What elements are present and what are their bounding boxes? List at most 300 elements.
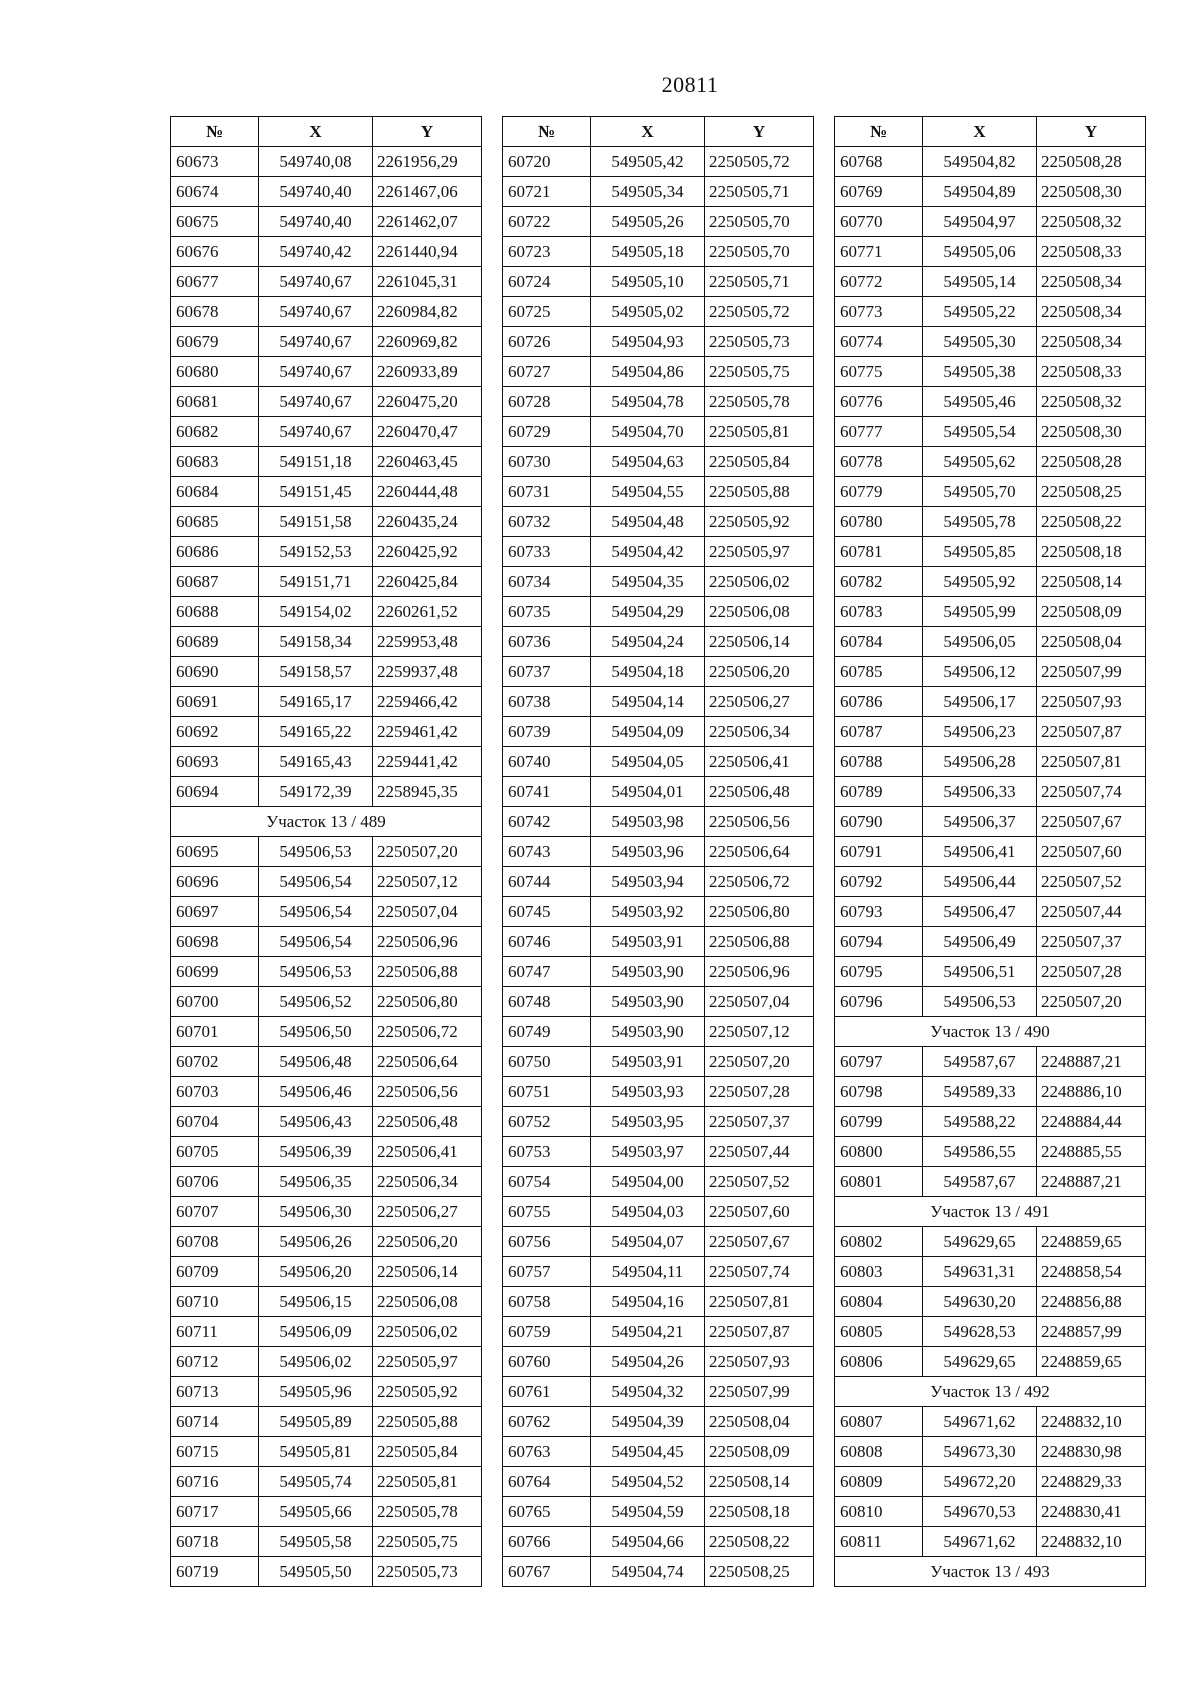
table-row bbox=[835, 207, 1146, 237]
table-row bbox=[171, 1317, 482, 1347]
table-row bbox=[503, 717, 814, 747]
y-coordinate-cell: 2260470,47 bbox=[373, 417, 482, 447]
x-coordinate-cell: 549586,55 bbox=[923, 1137, 1037, 1167]
table-row bbox=[171, 1137, 482, 1167]
x-coordinate-cell: 549504,55 bbox=[591, 477, 705, 507]
point-number-cell: 60795 bbox=[835, 957, 923, 987]
point-number-cell: 60783 bbox=[835, 597, 923, 627]
table-row bbox=[835, 477, 1146, 507]
x-coordinate-cell: 549505,89 bbox=[259, 1407, 373, 1437]
table-row bbox=[503, 1347, 814, 1377]
y-coordinate-cell: 2250506,02 bbox=[705, 567, 814, 597]
x-coordinate-cell: 549740,67 bbox=[259, 267, 373, 297]
x-coordinate-cell: 549504,52 bbox=[591, 1467, 705, 1497]
point-number-cell: 60748 bbox=[503, 987, 591, 1017]
table-row bbox=[835, 387, 1146, 417]
x-coordinate-cell: 549629,65 bbox=[923, 1227, 1037, 1257]
y-coordinate-cell: 2250506,80 bbox=[705, 897, 814, 927]
table-row bbox=[835, 747, 1146, 777]
section-row bbox=[835, 1557, 1146, 1587]
x-coordinate-cell: 549506,48 bbox=[259, 1047, 373, 1077]
point-number-cell: 60782 bbox=[835, 567, 923, 597]
y-coordinate-cell: 2250505,71 bbox=[705, 177, 814, 207]
point-number-cell: 60756 bbox=[503, 1227, 591, 1257]
page-number: 20811 bbox=[661, 72, 719, 97]
y-coordinate-cell: 2250506,41 bbox=[373, 1137, 482, 1167]
y-coordinate-cell: 2250508,04 bbox=[1037, 627, 1146, 657]
y-coordinate-cell: 2259937,48 bbox=[373, 657, 482, 687]
table-row bbox=[835, 867, 1146, 897]
table-row bbox=[503, 927, 814, 957]
point-number-cell: 60786 bbox=[835, 687, 923, 717]
section-label: Участок 13 / 489 bbox=[171, 807, 482, 837]
x-coordinate-cell: 549151,45 bbox=[259, 477, 373, 507]
y-coordinate-cell: 2250506,41 bbox=[705, 747, 814, 777]
y-coordinate-cell: 2248830,41 bbox=[1037, 1497, 1146, 1527]
y-coordinate-cell: 2259461,42 bbox=[373, 717, 482, 747]
table-row bbox=[171, 657, 482, 687]
y-coordinate-cell: 2260969,82 bbox=[373, 327, 482, 357]
point-number-cell: 60779 bbox=[835, 477, 923, 507]
point-number-cell: 60799 bbox=[835, 1107, 923, 1137]
point-number-cell: 60784 bbox=[835, 627, 923, 657]
table-row bbox=[835, 837, 1146, 867]
point-number-cell: 60802 bbox=[835, 1227, 923, 1257]
x-coordinate-cell: 549629,65 bbox=[923, 1347, 1037, 1377]
point-number-cell: 60794 bbox=[835, 927, 923, 957]
y-coordinate-cell: 2250508,14 bbox=[1037, 567, 1146, 597]
header-x: X bbox=[259, 117, 373, 147]
x-coordinate-cell: 549505,99 bbox=[923, 597, 1037, 627]
y-coordinate-cell: 2250505,81 bbox=[373, 1467, 482, 1497]
table-row bbox=[171, 1107, 482, 1137]
table-row bbox=[503, 507, 814, 537]
y-coordinate-cell: 2250506,88 bbox=[373, 957, 482, 987]
x-coordinate-cell: 549165,17 bbox=[259, 687, 373, 717]
y-coordinate-cell: 2250506,14 bbox=[705, 627, 814, 657]
table-row bbox=[835, 147, 1146, 177]
y-coordinate-cell: 2250508,09 bbox=[1037, 597, 1146, 627]
point-number-cell: 60692 bbox=[171, 717, 259, 747]
table-row bbox=[503, 417, 814, 447]
x-coordinate-cell: 549506,53 bbox=[259, 957, 373, 987]
point-number-cell: 60675 bbox=[171, 207, 259, 237]
point-number-cell: 60788 bbox=[835, 747, 923, 777]
table-row bbox=[503, 1467, 814, 1497]
x-coordinate-cell: 549504,89 bbox=[923, 177, 1037, 207]
y-coordinate-cell: 2250507,87 bbox=[1037, 717, 1146, 747]
y-coordinate-cell: 2250508,18 bbox=[1037, 537, 1146, 567]
point-number-cell: 60793 bbox=[835, 897, 923, 927]
point-number-cell: 60689 bbox=[171, 627, 259, 657]
x-coordinate-cell: 549506,54 bbox=[259, 927, 373, 957]
point-number-cell: 60804 bbox=[835, 1287, 923, 1317]
y-coordinate-cell: 2250505,97 bbox=[373, 1347, 482, 1377]
x-coordinate-cell: 549505,78 bbox=[923, 507, 1037, 537]
table-row bbox=[503, 147, 814, 177]
table-row bbox=[171, 267, 482, 297]
table-row bbox=[171, 567, 482, 597]
x-coordinate-cell: 549504,78 bbox=[591, 387, 705, 417]
point-number-cell: 60688 bbox=[171, 597, 259, 627]
point-number-cell: 60807 bbox=[835, 1407, 923, 1437]
y-coordinate-cell: 2260475,20 bbox=[373, 387, 482, 417]
point-number-cell: 60715 bbox=[171, 1437, 259, 1467]
table-row bbox=[835, 687, 1146, 717]
y-coordinate-cell: 2248832,10 bbox=[1037, 1527, 1146, 1557]
table-row bbox=[171, 597, 482, 627]
x-coordinate-cell: 549630,20 bbox=[923, 1287, 1037, 1317]
table-row bbox=[503, 1137, 814, 1167]
x-coordinate-cell: 549673,30 bbox=[923, 1437, 1037, 1467]
y-coordinate-cell: 2250505,81 bbox=[705, 417, 814, 447]
point-number-cell: 60805 bbox=[835, 1317, 923, 1347]
y-coordinate-cell: 2250507,37 bbox=[1037, 927, 1146, 957]
x-coordinate-cell: 549587,67 bbox=[923, 1167, 1037, 1197]
point-number-cell: 60680 bbox=[171, 357, 259, 387]
y-coordinate-cell: 2250507,04 bbox=[373, 897, 482, 927]
header-y: Y bbox=[373, 117, 482, 147]
table-row bbox=[171, 687, 482, 717]
table-row bbox=[171, 387, 482, 417]
x-coordinate-cell: 549506,12 bbox=[923, 657, 1037, 687]
point-number-cell: 60719 bbox=[171, 1557, 259, 1587]
point-number-cell: 60778 bbox=[835, 447, 923, 477]
point-number-cell: 60776 bbox=[835, 387, 923, 417]
table-row bbox=[835, 297, 1146, 327]
x-coordinate-cell: 549506,49 bbox=[923, 927, 1037, 957]
point-number-cell: 60749 bbox=[503, 1017, 591, 1047]
point-number-cell: 60790 bbox=[835, 807, 923, 837]
x-coordinate-cell: 549506,41 bbox=[923, 837, 1037, 867]
table-row bbox=[835, 177, 1146, 207]
point-number-cell: 60735 bbox=[503, 597, 591, 627]
point-number-cell: 60673 bbox=[171, 147, 259, 177]
point-number-cell: 60696 bbox=[171, 867, 259, 897]
x-coordinate-cell: 549506,28 bbox=[923, 747, 1037, 777]
table-row bbox=[171, 417, 482, 447]
y-coordinate-cell: 2260984,82 bbox=[373, 297, 482, 327]
table-row bbox=[503, 957, 814, 987]
y-coordinate-cell: 2250508,14 bbox=[705, 1467, 814, 1497]
y-coordinate-cell: 2250506,20 bbox=[705, 657, 814, 687]
table-row bbox=[171, 327, 482, 357]
y-coordinate-cell: 2261440,94 bbox=[373, 237, 482, 267]
y-coordinate-cell: 2250507,99 bbox=[705, 1377, 814, 1407]
y-coordinate-cell: 2250507,74 bbox=[1037, 777, 1146, 807]
y-coordinate-cell: 2250506,64 bbox=[705, 837, 814, 867]
point-number-cell: 60769 bbox=[835, 177, 923, 207]
y-coordinate-cell: 2248886,10 bbox=[1037, 1077, 1146, 1107]
section-row bbox=[835, 1197, 1146, 1227]
point-number-cell: 60712 bbox=[171, 1347, 259, 1377]
x-coordinate-cell: 549503,91 bbox=[591, 1047, 705, 1077]
x-coordinate-cell: 549670,53 bbox=[923, 1497, 1037, 1527]
y-coordinate-cell: 2250505,75 bbox=[373, 1527, 482, 1557]
x-coordinate-cell: 549504,93 bbox=[591, 327, 705, 357]
x-coordinate-cell: 549503,91 bbox=[591, 927, 705, 957]
y-coordinate-cell: 2260425,92 bbox=[373, 537, 482, 567]
table-row bbox=[171, 897, 482, 927]
table-row bbox=[835, 537, 1146, 567]
y-coordinate-cell: 2250505,72 bbox=[705, 297, 814, 327]
table-row bbox=[171, 927, 482, 957]
x-coordinate-cell: 549505,66 bbox=[259, 1497, 373, 1527]
x-coordinate-cell: 549504,74 bbox=[591, 1557, 705, 1587]
x-coordinate-cell: 549505,50 bbox=[259, 1557, 373, 1587]
point-number-cell: 60706 bbox=[171, 1167, 259, 1197]
point-number-cell: 60718 bbox=[171, 1527, 259, 1557]
point-number-cell: 60811 bbox=[835, 1527, 923, 1557]
point-number-cell: 60770 bbox=[835, 207, 923, 237]
point-number-cell: 60691 bbox=[171, 687, 259, 717]
y-coordinate-cell: 2250508,30 bbox=[1037, 417, 1146, 447]
table-row bbox=[835, 1407, 1146, 1437]
table-header-row bbox=[835, 117, 1146, 147]
point-number-cell: 60702 bbox=[171, 1047, 259, 1077]
y-coordinate-cell: 2248885,55 bbox=[1037, 1137, 1146, 1167]
table-header-row bbox=[171, 117, 482, 147]
x-coordinate-cell: 549504,16 bbox=[591, 1287, 705, 1317]
x-coordinate-cell: 549506,46 bbox=[259, 1077, 373, 1107]
x-coordinate-cell: 549671,62 bbox=[923, 1407, 1037, 1437]
x-coordinate-cell: 549504,42 bbox=[591, 537, 705, 567]
x-coordinate-cell: 549504,32 bbox=[591, 1377, 705, 1407]
table-row bbox=[503, 657, 814, 687]
y-coordinate-cell: 2248856,88 bbox=[1037, 1287, 1146, 1317]
y-coordinate-cell: 2250507,67 bbox=[1037, 807, 1146, 837]
table-row bbox=[171, 717, 482, 747]
point-number-cell: 60736 bbox=[503, 627, 591, 657]
table-row bbox=[503, 1407, 814, 1437]
point-number-cell: 60757 bbox=[503, 1257, 591, 1287]
y-coordinate-cell: 2250508,30 bbox=[1037, 177, 1146, 207]
point-number-cell: 60772 bbox=[835, 267, 923, 297]
point-number-cell: 60728 bbox=[503, 387, 591, 417]
table-row bbox=[171, 1047, 482, 1077]
y-coordinate-cell: 2261045,31 bbox=[373, 267, 482, 297]
x-coordinate-cell: 549503,98 bbox=[591, 807, 705, 837]
point-number-cell: 60780 bbox=[835, 507, 923, 537]
y-coordinate-cell: 2250507,28 bbox=[705, 1077, 814, 1107]
y-coordinate-cell: 2250506,64 bbox=[373, 1047, 482, 1077]
point-number-cell: 60755 bbox=[503, 1197, 591, 1227]
table-row bbox=[503, 477, 814, 507]
y-coordinate-cell: 2250507,93 bbox=[1037, 687, 1146, 717]
x-coordinate-cell: 549504,00 bbox=[591, 1167, 705, 1197]
table-row bbox=[835, 1137, 1146, 1167]
table-row bbox=[503, 867, 814, 897]
y-coordinate-cell: 2250506,34 bbox=[705, 717, 814, 747]
x-coordinate-cell: 549504,86 bbox=[591, 357, 705, 387]
point-number-cell: 60686 bbox=[171, 537, 259, 567]
y-coordinate-cell: 2250508,34 bbox=[1037, 327, 1146, 357]
point-number-cell: 60806 bbox=[835, 1347, 923, 1377]
point-number-cell: 60789 bbox=[835, 777, 923, 807]
x-coordinate-cell: 549503,90 bbox=[591, 987, 705, 1017]
coordinates-table-1 bbox=[170, 116, 482, 1587]
y-coordinate-cell: 2250506,80 bbox=[373, 987, 482, 1017]
y-coordinate-cell: 2250506,14 bbox=[373, 1257, 482, 1287]
y-coordinate-cell: 2250508,25 bbox=[705, 1557, 814, 1587]
section-row bbox=[835, 1377, 1146, 1407]
x-coordinate-cell: 549151,58 bbox=[259, 507, 373, 537]
x-coordinate-cell: 549504,21 bbox=[591, 1317, 705, 1347]
point-number-cell: 60699 bbox=[171, 957, 259, 987]
x-coordinate-cell: 549587,67 bbox=[923, 1047, 1037, 1077]
x-coordinate-cell: 549505,74 bbox=[259, 1467, 373, 1497]
table-row bbox=[503, 387, 814, 417]
point-number-cell: 60792 bbox=[835, 867, 923, 897]
x-coordinate-cell: 549504,07 bbox=[591, 1227, 705, 1257]
section-row bbox=[171, 807, 482, 837]
y-coordinate-cell: 2260933,89 bbox=[373, 357, 482, 387]
point-number-cell: 60681 bbox=[171, 387, 259, 417]
x-coordinate-cell: 549503,92 bbox=[591, 897, 705, 927]
table-row bbox=[503, 1047, 814, 1077]
table-row bbox=[835, 1317, 1146, 1347]
point-number-cell: 60744 bbox=[503, 867, 591, 897]
table-row bbox=[503, 987, 814, 1017]
table-row bbox=[503, 1527, 814, 1557]
table-row bbox=[835, 267, 1146, 297]
point-number-cell: 60717 bbox=[171, 1497, 259, 1527]
y-coordinate-cell: 2250508,22 bbox=[1037, 507, 1146, 537]
point-number-cell: 60677 bbox=[171, 267, 259, 297]
y-coordinate-cell: 2250505,78 bbox=[705, 387, 814, 417]
point-number-cell: 60704 bbox=[171, 1107, 259, 1137]
x-coordinate-cell: 549588,22 bbox=[923, 1107, 1037, 1137]
x-coordinate-cell: 549158,34 bbox=[259, 627, 373, 657]
point-number-cell: 60774 bbox=[835, 327, 923, 357]
point-number-cell: 60742 bbox=[503, 807, 591, 837]
y-coordinate-cell: 2259953,48 bbox=[373, 627, 482, 657]
x-coordinate-cell: 549671,62 bbox=[923, 1527, 1037, 1557]
y-coordinate-cell: 2250506,02 bbox=[373, 1317, 482, 1347]
point-number-cell: 60741 bbox=[503, 777, 591, 807]
x-coordinate-cell: 549506,53 bbox=[923, 987, 1037, 1017]
x-coordinate-cell: 549506,53 bbox=[259, 837, 373, 867]
y-coordinate-cell: 2250507,12 bbox=[373, 867, 482, 897]
table-row bbox=[835, 237, 1146, 267]
point-number-cell: 60700 bbox=[171, 987, 259, 1017]
point-number-cell: 60752 bbox=[503, 1107, 591, 1137]
header-y: Y bbox=[1037, 117, 1146, 147]
y-coordinate-cell: 2250508,22 bbox=[705, 1527, 814, 1557]
table-row bbox=[171, 837, 482, 867]
y-coordinate-cell: 2250506,48 bbox=[705, 777, 814, 807]
point-number-cell: 60727 bbox=[503, 357, 591, 387]
y-coordinate-cell: 2248832,10 bbox=[1037, 1407, 1146, 1437]
point-number-cell: 60685 bbox=[171, 507, 259, 537]
table-row bbox=[171, 777, 482, 807]
x-coordinate-cell: 549151,71 bbox=[259, 567, 373, 597]
point-number-cell: 60743 bbox=[503, 837, 591, 867]
y-coordinate-cell: 2250506,34 bbox=[373, 1167, 482, 1197]
point-number-cell: 60739 bbox=[503, 717, 591, 747]
x-coordinate-cell: 549505,06 bbox=[923, 237, 1037, 267]
y-coordinate-cell: 2248830,98 bbox=[1037, 1437, 1146, 1467]
y-coordinate-cell: 2250506,88 bbox=[705, 927, 814, 957]
table-row bbox=[835, 1467, 1146, 1497]
x-coordinate-cell: 549504,18 bbox=[591, 657, 705, 687]
y-coordinate-cell: 2250507,44 bbox=[1037, 897, 1146, 927]
x-coordinate-cell: 549504,70 bbox=[591, 417, 705, 447]
y-coordinate-cell: 2250507,74 bbox=[705, 1257, 814, 1287]
y-coordinate-cell: 2250507,12 bbox=[705, 1017, 814, 1047]
table-row bbox=[171, 507, 482, 537]
table-row bbox=[503, 207, 814, 237]
x-coordinate-cell: 549503,95 bbox=[591, 1107, 705, 1137]
y-coordinate-cell: 2259441,42 bbox=[373, 747, 482, 777]
point-number-cell: 60809 bbox=[835, 1467, 923, 1497]
table-row bbox=[171, 1167, 482, 1197]
header-x: X bbox=[591, 117, 705, 147]
x-coordinate-cell: 549154,02 bbox=[259, 597, 373, 627]
y-coordinate-cell: 2250508,33 bbox=[1037, 357, 1146, 387]
y-coordinate-cell: 2248829,33 bbox=[1037, 1467, 1146, 1497]
point-number-cell: 60801 bbox=[835, 1167, 923, 1197]
x-coordinate-cell: 549505,38 bbox=[923, 357, 1037, 387]
y-coordinate-cell: 2248887,21 bbox=[1037, 1167, 1146, 1197]
point-number-cell: 60693 bbox=[171, 747, 259, 777]
point-number-cell: 60803 bbox=[835, 1257, 923, 1287]
table-row bbox=[835, 567, 1146, 597]
point-number-cell: 60694 bbox=[171, 777, 259, 807]
x-coordinate-cell: 549506,33 bbox=[923, 777, 1037, 807]
point-number-cell: 60676 bbox=[171, 237, 259, 267]
x-coordinate-cell: 549506,17 bbox=[923, 687, 1037, 717]
x-coordinate-cell: 549505,22 bbox=[923, 297, 1037, 327]
table-row bbox=[171, 867, 482, 897]
header-y: Y bbox=[705, 117, 814, 147]
table-row bbox=[503, 1167, 814, 1197]
x-coordinate-cell: 549505,81 bbox=[259, 1437, 373, 1467]
point-number-cell: 60810 bbox=[835, 1497, 923, 1527]
point-number-cell: 60775 bbox=[835, 357, 923, 387]
y-coordinate-cell: 2250506,72 bbox=[705, 867, 814, 897]
point-number-cell: 60695 bbox=[171, 837, 259, 867]
table-row bbox=[835, 957, 1146, 987]
table-row bbox=[171, 1347, 482, 1377]
y-coordinate-cell: 2250508,28 bbox=[1037, 147, 1146, 177]
table-row bbox=[503, 627, 814, 657]
y-coordinate-cell: 2250505,75 bbox=[705, 357, 814, 387]
point-number-cell: 60777 bbox=[835, 417, 923, 447]
table-row bbox=[171, 1467, 482, 1497]
y-coordinate-cell: 2250506,08 bbox=[373, 1287, 482, 1317]
x-coordinate-cell: 549504,63 bbox=[591, 447, 705, 477]
x-coordinate-cell: 549504,26 bbox=[591, 1347, 705, 1377]
point-number-cell: 60763 bbox=[503, 1437, 591, 1467]
point-number-cell: 60765 bbox=[503, 1497, 591, 1527]
point-number-cell: 60767 bbox=[503, 1557, 591, 1587]
y-coordinate-cell: 2250506,27 bbox=[373, 1197, 482, 1227]
point-number-cell: 60750 bbox=[503, 1047, 591, 1077]
x-coordinate-cell: 549505,14 bbox=[923, 267, 1037, 297]
x-coordinate-cell: 549504,35 bbox=[591, 567, 705, 597]
x-coordinate-cell: 549505,54 bbox=[923, 417, 1037, 447]
section-label: Участок 13 / 490 bbox=[835, 1017, 1146, 1047]
x-coordinate-cell: 549505,58 bbox=[259, 1527, 373, 1557]
x-coordinate-cell: 549740,67 bbox=[259, 387, 373, 417]
y-coordinate-cell: 2250507,81 bbox=[1037, 747, 1146, 777]
point-number-cell: 60773 bbox=[835, 297, 923, 327]
y-coordinate-cell: 2261956,29 bbox=[373, 147, 482, 177]
table-row bbox=[835, 1047, 1146, 1077]
y-coordinate-cell: 2250508,32 bbox=[1037, 207, 1146, 237]
x-coordinate-cell: 549504,03 bbox=[591, 1197, 705, 1227]
